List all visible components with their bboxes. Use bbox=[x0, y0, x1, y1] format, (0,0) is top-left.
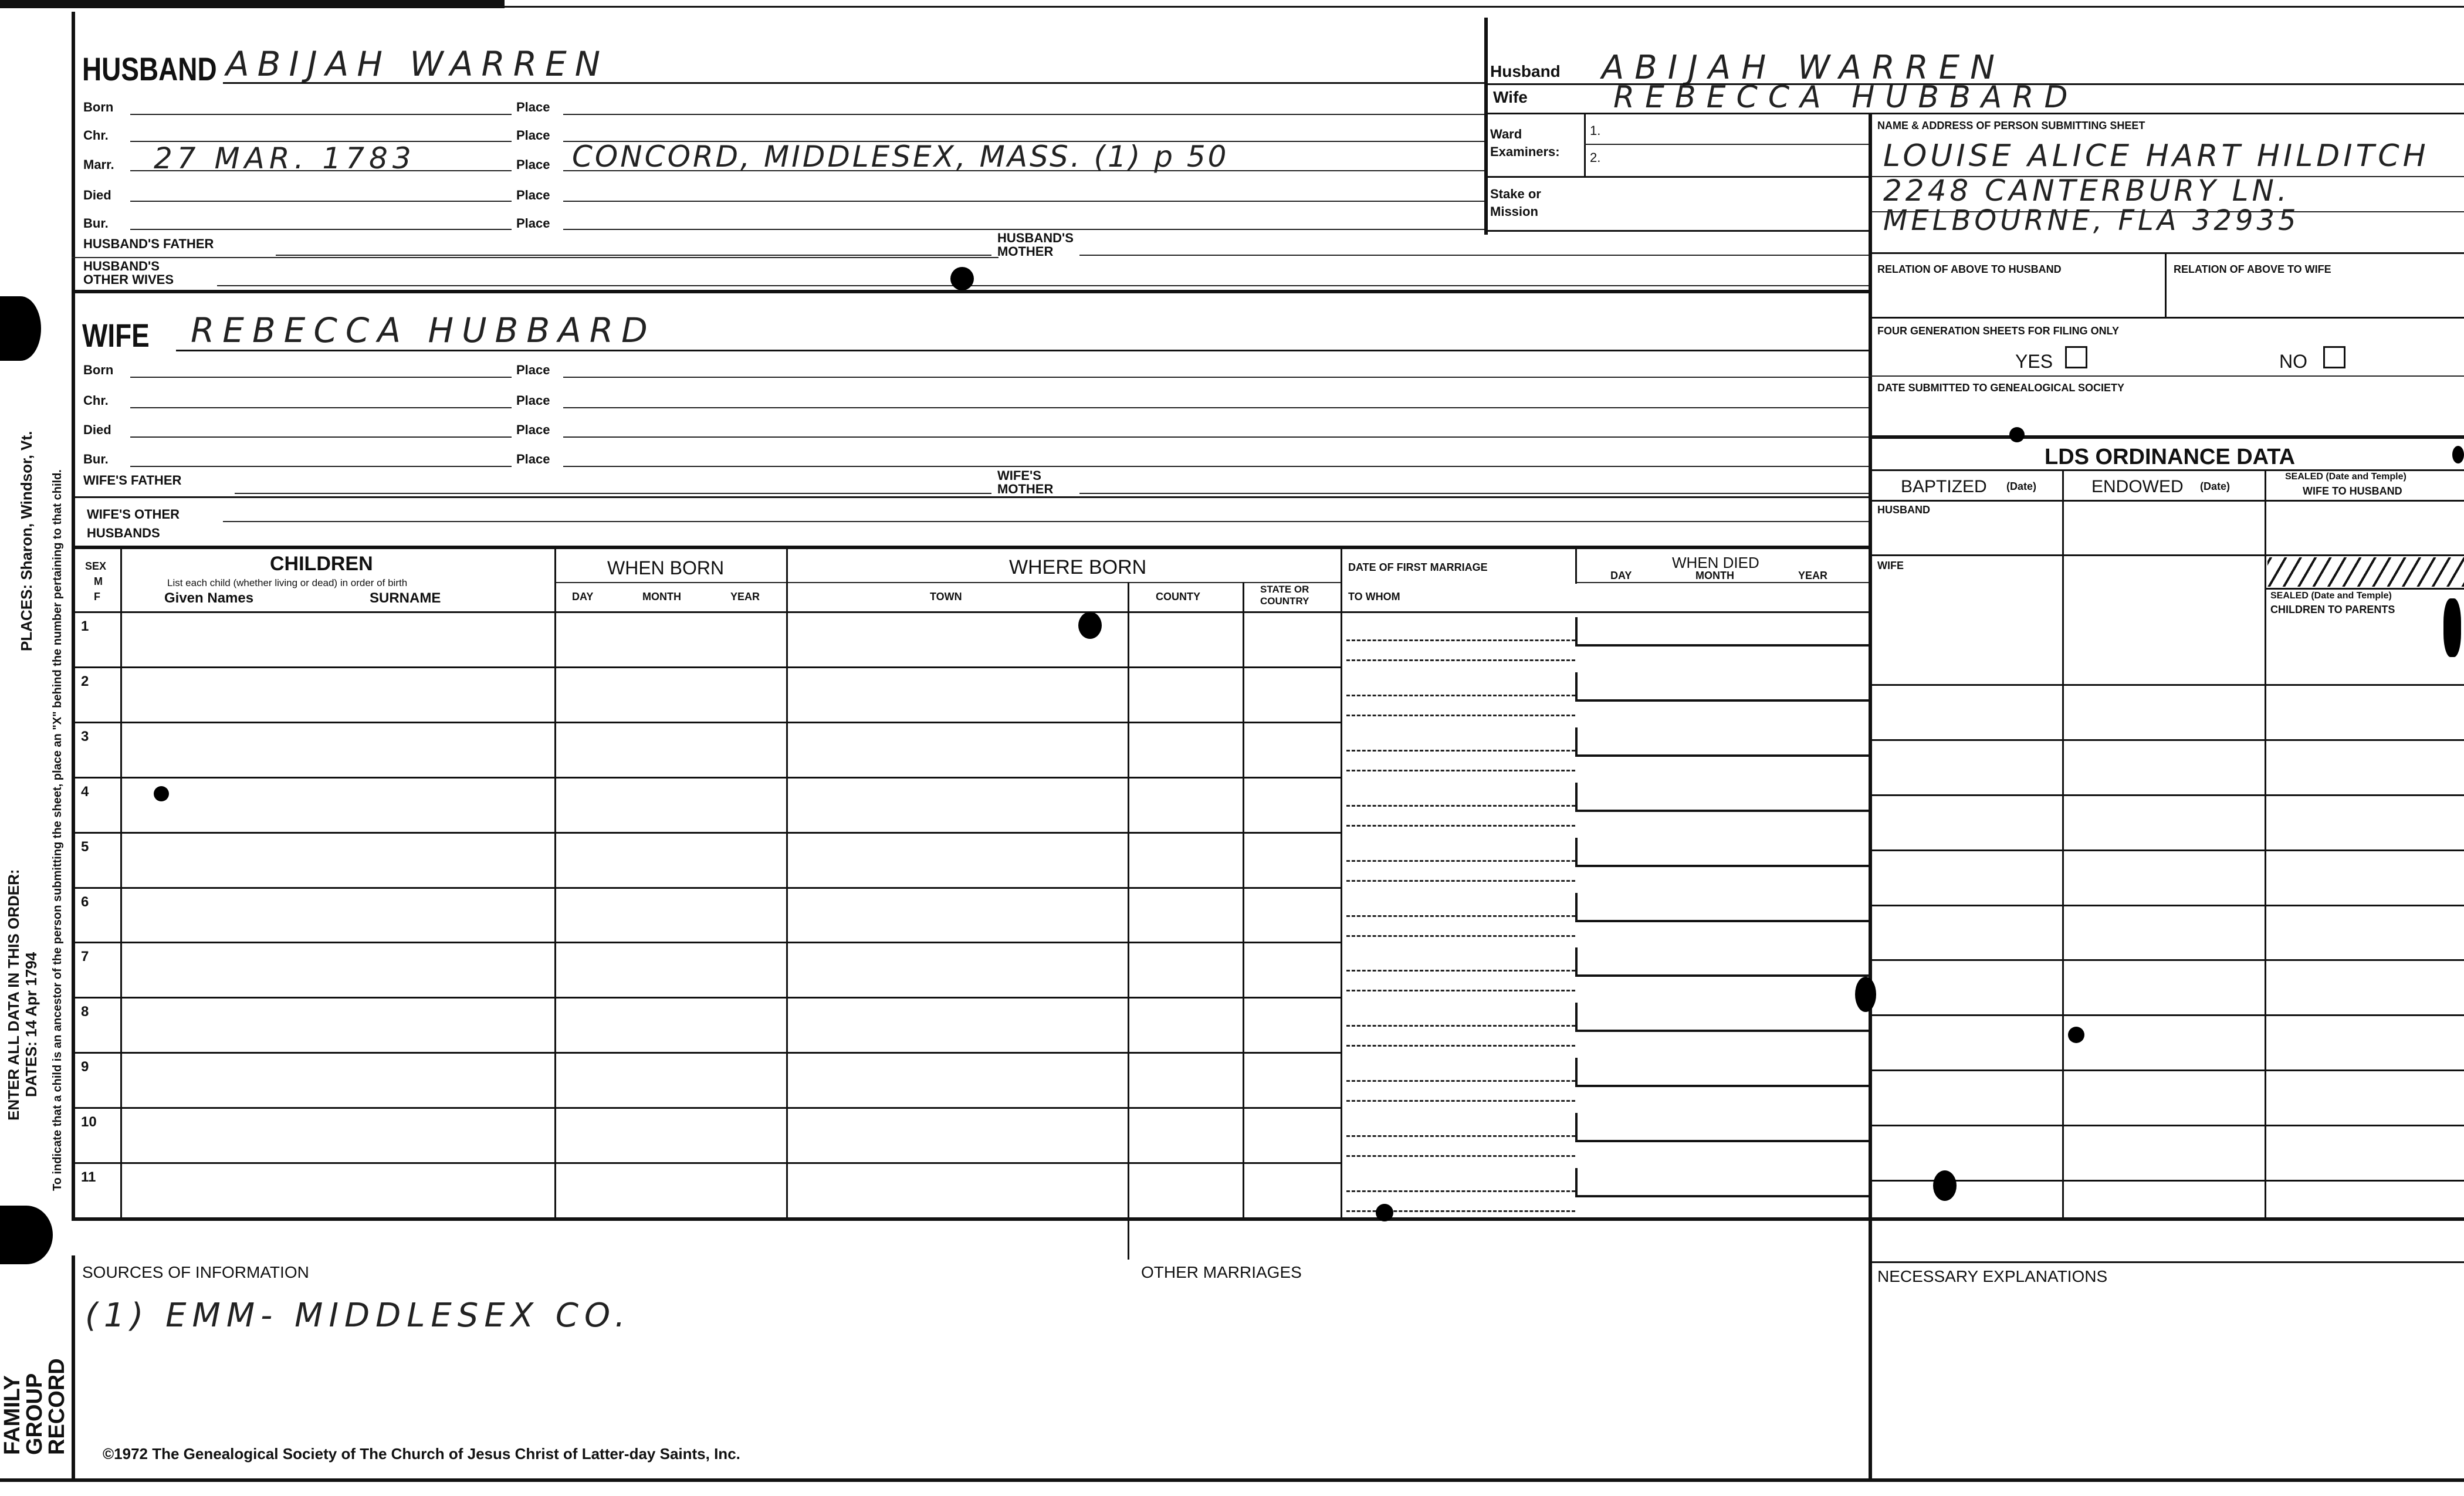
wife-died-date-line[interactable] bbox=[130, 436, 512, 438]
lds-col-1 bbox=[2062, 469, 2064, 1220]
necessary-label: NECESSARY EXPLANATIONS bbox=[1877, 1267, 2108, 1285]
wife-chr-label: Chr. bbox=[83, 393, 109, 408]
lds-row-divider bbox=[1869, 1180, 2464, 1182]
husband-died-place-label: Place bbox=[516, 188, 550, 202]
examiner-1[interactable]: 1. bbox=[1590, 123, 1601, 138]
submitter-label: NAME & ADDRESS OF PERSON SUBMITTING SHEET bbox=[1877, 120, 2145, 131]
husband-died-date-line[interactable] bbox=[130, 201, 512, 202]
lds-sealed-children-1: SEALED (Date and Temple) bbox=[2270, 591, 2392, 601]
lds-sealed-children-2: CHILDREN TO PARENTS bbox=[2270, 604, 2395, 615]
ink-blot bbox=[2443, 598, 2461, 657]
husbands-other-wives-line[interactable] bbox=[217, 285, 1871, 286]
relation-bottom-line bbox=[1869, 317, 2464, 319]
marriage-date-line[interactable] bbox=[1346, 970, 1575, 972]
stake-label-1: Stake or bbox=[1490, 187, 1541, 201]
state-label-1: STATE OR bbox=[1260, 584, 1309, 595]
marriage-date-line[interactable] bbox=[1346, 695, 1575, 696]
child-row-number: 11 bbox=[81, 1169, 96, 1186]
no-checkbox[interactable] bbox=[2323, 346, 2345, 368]
stake-bottom-line bbox=[1484, 230, 1871, 232]
child-row-number: 5 bbox=[81, 838, 89, 855]
ink-blot bbox=[2068, 1027, 2084, 1043]
submitter-line-1[interactable]: LOUISE ALICE HART HILDITCH bbox=[1883, 138, 2429, 174]
sex-label: SEX bbox=[85, 560, 107, 572]
date-submitted-label: DATE SUBMITTED TO GENEALOGICAL SOCIETY bbox=[1877, 382, 2125, 394]
lds-header-bottom bbox=[1869, 500, 2464, 502]
ink-blot bbox=[1855, 977, 1876, 1012]
wifes-father-label: WIFE'S FATHER bbox=[83, 473, 182, 488]
wifes-mother-label-2: MOTHER bbox=[997, 482, 1054, 496]
child-row-divider bbox=[72, 942, 1342, 943]
marriage-spouse-line[interactable] bbox=[1346, 659, 1575, 661]
lds-row-divider bbox=[1869, 684, 2464, 686]
lds-wife-label: WIFE bbox=[1877, 560, 1904, 571]
death-date-box[interactable] bbox=[1575, 672, 1871, 702]
child-row-number: 3 bbox=[81, 728, 89, 744]
child-row-divider bbox=[72, 1162, 1342, 1164]
examiners-bottom-line bbox=[1484, 176, 1871, 178]
wife-bur-date-line[interactable] bbox=[130, 466, 512, 467]
relation-wife-label: RELATION OF ABOVE TO WIFE bbox=[2174, 263, 2331, 275]
wife-name-line bbox=[176, 350, 1871, 351]
when-died-sub-line bbox=[1575, 582, 1869, 583]
wifes-other-husbands-label-1: WIFE'S OTHER bbox=[87, 507, 180, 522]
child-row-number: 2 bbox=[81, 673, 89, 689]
submitter-line-2[interactable]: 2248 CANTERBURY LN. bbox=[1883, 174, 2290, 208]
husbands-other-wives-label-1: HUSBAND'S bbox=[83, 259, 160, 273]
lds-endowed-date: (Date) bbox=[2200, 480, 2231, 492]
header-husband-value[interactable]: ABIJAH WARREN bbox=[1602, 49, 2005, 87]
child-row-divider bbox=[72, 777, 1342, 779]
marriage-date-line[interactable] bbox=[1346, 1080, 1575, 1082]
examiners-divider bbox=[1584, 114, 1586, 176]
husband-title: HUSBAND bbox=[82, 50, 217, 87]
wife-born-date-line[interactable] bbox=[130, 377, 512, 378]
lds-row-divider bbox=[1869, 1014, 2464, 1016]
where-born-label: WHERE BORN bbox=[1009, 556, 1147, 578]
wife-born-place-line[interactable] bbox=[563, 377, 1871, 378]
wife-bur-place-line[interactable] bbox=[563, 466, 1871, 467]
child-row-divider bbox=[72, 722, 1342, 723]
when-died-label: WHEN DIED bbox=[1672, 554, 1759, 571]
top-border-right bbox=[505, 6, 2464, 8]
marriage-spouse-line[interactable] bbox=[1346, 990, 1575, 991]
marriage-date-line[interactable] bbox=[1346, 1190, 1575, 1192]
lds-row-divider bbox=[1869, 794, 2464, 796]
left-margin-line-lower bbox=[72, 1255, 75, 1478]
header-husband-label: Husband bbox=[1490, 62, 1561, 80]
death-date-box[interactable] bbox=[1575, 1003, 1871, 1032]
husband-bur-date-line[interactable] bbox=[130, 229, 512, 230]
died-day-label: DAY bbox=[1610, 570, 1632, 581]
husband-bur-place-label: Place bbox=[516, 216, 550, 231]
to-whom-label: TO WHOM bbox=[1348, 591, 1400, 603]
wifes-mother-label-1: WIFE'S bbox=[997, 468, 1041, 483]
examiner-2[interactable]: 2. bbox=[1590, 150, 1601, 165]
sidebar-enter-all: ENTER ALL DATA IN THIS ORDER: bbox=[5, 869, 22, 1121]
husband-father-divider bbox=[72, 257, 999, 258]
ink-blot bbox=[2009, 427, 2025, 442]
sources-value[interactable]: (1) EMM- MIDDLESEX CO. bbox=[85, 1297, 631, 1335]
top-border bbox=[0, 0, 505, 8]
husband-born-date-line[interactable] bbox=[130, 114, 512, 115]
col-when-born bbox=[786, 546, 788, 1217]
wife-title: WIFE bbox=[82, 317, 150, 354]
marriage-date-line[interactable] bbox=[1346, 805, 1575, 807]
husband-died-place-line[interactable] bbox=[563, 201, 1484, 202]
husband-marr-place-line bbox=[563, 170, 1484, 171]
child-row-divider bbox=[72, 666, 1342, 668]
left-margin-line bbox=[72, 12, 75, 1220]
where-born-sub-line bbox=[786, 582, 1341, 583]
child-row-number: 7 bbox=[81, 949, 89, 965]
child-row-number: 4 bbox=[81, 783, 89, 800]
child-row-number: 1 bbox=[81, 618, 89, 634]
husband-marr-place-label: Place bbox=[516, 157, 550, 172]
lds-title: LDS ORDINANCE DATA bbox=[2045, 445, 2296, 469]
yes-label: YES bbox=[2015, 351, 2053, 372]
husbands-mother-line[interactable] bbox=[1079, 255, 1871, 256]
lds-title-bottom bbox=[1869, 469, 2464, 471]
ink-blot bbox=[950, 267, 974, 290]
marriage-spouse-line[interactable] bbox=[1346, 770, 1575, 771]
marriage-date-line[interactable] bbox=[1346, 1025, 1575, 1027]
children-header-bottom bbox=[72, 611, 1871, 613]
bottom-border bbox=[0, 1478, 2464, 1482]
lds-husband-bottom bbox=[1869, 554, 2464, 556]
husbands-other-wives-label-2: OTHER WIVES bbox=[83, 272, 174, 287]
wife-chr-place-label: Place bbox=[516, 393, 550, 408]
wife-bur-label: Bur. bbox=[83, 452, 109, 466]
husband-born-label: Born bbox=[83, 100, 114, 114]
ink-blot bbox=[0, 1206, 53, 1264]
marriage-spouse-line[interactable] bbox=[1346, 715, 1575, 716]
lds-sealed-wife-1: SEALED (Date and Temple) bbox=[2285, 472, 2407, 482]
sidebar-dates: DATES: 14 Apr 1794 bbox=[22, 952, 40, 1097]
wifes-mother-line[interactable] bbox=[1079, 493, 1871, 494]
husband-section-bottom bbox=[72, 290, 1871, 293]
husband-bur-place-line[interactable] bbox=[563, 229, 1484, 230]
when-born-label: WHEN BORN bbox=[607, 557, 725, 578]
header-wife-label: Wife bbox=[1493, 88, 1528, 106]
death-date-box[interactable] bbox=[1575, 783, 1871, 812]
lds-baptized: BAPTIZED bbox=[1901, 477, 1987, 496]
husbands-mother-label-2: MOTHER bbox=[997, 244, 1054, 259]
first-marriage-label: DATE OF FIRST MARRIAGE bbox=[1348, 561, 1488, 573]
husband-marr-date[interactable]: 27 MAR. 1783 bbox=[154, 141, 416, 175]
sidebar-instruction: To indicate that a child is an ancestor of the person submitting the sheet, place an "X" behind the number pertaining to that child. bbox=[51, 469, 64, 1191]
death-date-box[interactable] bbox=[1575, 838, 1871, 867]
lds-row-bottom bbox=[1869, 1261, 2464, 1263]
children-sub: List each child (whether living or dead) in order of birth bbox=[167, 577, 408, 588]
death-date-box[interactable] bbox=[1575, 727, 1871, 757]
relation-divider bbox=[2165, 252, 2167, 317]
child-row-number: 9 bbox=[81, 1059, 89, 1075]
husband-chr-label: Chr. bbox=[83, 128, 109, 143]
lds-col-2 bbox=[2265, 469, 2266, 1220]
marriage-spouse-line[interactable] bbox=[1346, 1100, 1575, 1102]
relation-husband-label: RELATION OF ABOVE TO HUSBAND bbox=[1877, 263, 2062, 275]
death-date-box[interactable] bbox=[1575, 893, 1871, 922]
sidebar-places: PLACES: Sharon, Windsor, Vt. bbox=[18, 431, 35, 651]
when-born-sub-line bbox=[554, 582, 786, 583]
death-date-box[interactable] bbox=[1575, 1058, 1871, 1087]
child-row-divider bbox=[72, 1107, 1342, 1109]
lds-row-divider bbox=[1869, 849, 2464, 851]
lds-baptized-date: (Date) bbox=[2006, 480, 2037, 492]
death-date-box[interactable] bbox=[1575, 617, 1871, 647]
wifes-other-husbands-line[interactable] bbox=[223, 521, 1871, 522]
wife-section-bottom bbox=[72, 546, 1871, 549]
yes-checkbox[interactable] bbox=[2065, 346, 2087, 368]
sidebar-record: RECORD bbox=[45, 1358, 69, 1455]
born-month-label: MONTH bbox=[642, 591, 681, 603]
ward-label: Ward bbox=[1490, 127, 1522, 141]
died-year-label: YEAR bbox=[1798, 570, 1828, 581]
sidebar-group: GROUP bbox=[22, 1373, 47, 1455]
marriage-spouse-line[interactable] bbox=[1346, 880, 1575, 882]
marriage-spouse-line[interactable] bbox=[1346, 1155, 1575, 1157]
children-table-bottom bbox=[72, 1217, 2464, 1221]
marriage-date-line[interactable] bbox=[1346, 1135, 1575, 1137]
child-row-divider bbox=[72, 997, 1342, 999]
husbands-mother-label-1: HUSBAND'S bbox=[997, 231, 1074, 245]
four-gen-label: FOUR GENERATION SHEETS FOR FILING ONLY bbox=[1877, 325, 2120, 337]
death-date-box[interactable] bbox=[1575, 1168, 1871, 1197]
date-submitted-bottom-line bbox=[1869, 435, 2464, 439]
other-marriages-label: OTHER MARRIAGES bbox=[1141, 1263, 1302, 1281]
header-wife-line bbox=[1484, 113, 2464, 114]
ink-blot bbox=[0, 296, 41, 361]
wife-died-place-line[interactable] bbox=[563, 436, 1871, 438]
col-town bbox=[1128, 582, 1129, 1260]
copyright: ©1972 The Genealogical Society of The Church of Jesus Christ of Latter-day Saints, Inc. bbox=[103, 1445, 740, 1463]
marriage-date-line[interactable] bbox=[1346, 750, 1575, 752]
wifes-other-husbands-label-2: HUSBANDS bbox=[87, 526, 160, 540]
sidebar-family: FAMILY bbox=[0, 1375, 25, 1455]
lds-hatch bbox=[2267, 557, 2464, 587]
wife-born-place-label: Place bbox=[516, 363, 550, 377]
death-date-box[interactable] bbox=[1575, 1113, 1871, 1142]
given-names-label: Given Names bbox=[164, 590, 254, 606]
lds-sealed-wife-2: WIFE TO HUSBAND bbox=[2303, 485, 2402, 497]
child-row-number: 6 bbox=[81, 893, 89, 910]
wife-father-divider bbox=[72, 496, 1871, 498]
child-row-divider bbox=[72, 1052, 1342, 1054]
four-gen-bottom-line bbox=[1869, 375, 2464, 377]
child-row-divider bbox=[72, 832, 1342, 834]
marriage-date-line[interactable] bbox=[1346, 860, 1575, 862]
child-row-number: 8 bbox=[81, 1004, 89, 1020]
wife-born-label: Born bbox=[83, 363, 114, 377]
husband-name-line bbox=[223, 82, 1484, 84]
husband-bur-label: Bur. bbox=[83, 216, 109, 231]
child-row-divider bbox=[72, 887, 1342, 889]
children-label: CHILDREN bbox=[270, 553, 373, 575]
ink-blot bbox=[1933, 1170, 1957, 1201]
born-day-label: DAY bbox=[572, 591, 594, 603]
marriage-spouse-line[interactable] bbox=[1346, 935, 1575, 937]
lds-row-divider bbox=[1869, 905, 2464, 906]
state-label-2: COUNTRY bbox=[1260, 595, 1309, 607]
lds-endowed: ENDOWED bbox=[2091, 477, 2184, 496]
wife-bur-place-label: Place bbox=[516, 452, 550, 466]
husband-marr-place[interactable]: CONCORD, MIDDLESEX, MASS. (1) p 50 bbox=[572, 140, 1229, 174]
death-date-box[interactable] bbox=[1575, 947, 1871, 977]
surname-label: SURNAME bbox=[370, 590, 441, 606]
wife-died-place-label: Place bbox=[516, 422, 550, 437]
husband-name[interactable]: ABIJAH WARREN bbox=[226, 44, 609, 84]
col-county bbox=[1243, 582, 1244, 1217]
lds-husband-label: HUSBAND bbox=[1877, 504, 1930, 516]
col-marriage bbox=[1575, 546, 1577, 584]
born-year-label: YEAR bbox=[730, 591, 760, 603]
sex-f-label: F bbox=[94, 591, 100, 603]
county-label: COUNTY bbox=[1156, 591, 1200, 603]
ink-blot bbox=[154, 786, 169, 801]
sex-m-label: M bbox=[94, 576, 103, 587]
marriage-date-line[interactable] bbox=[1346, 639, 1575, 641]
died-month-label: MONTH bbox=[1695, 570, 1734, 581]
col-sex bbox=[120, 546, 122, 1217]
col-children bbox=[554, 546, 556, 1217]
examiners-label: Examiners: bbox=[1490, 144, 1560, 159]
right-header-divider bbox=[1484, 18, 1488, 235]
wife-chr-date-line[interactable] bbox=[130, 407, 512, 408]
header-wife-value[interactable]: REBECCA HUBBARD bbox=[1613, 80, 2079, 115]
wife-name[interactable]: REBECCA HUBBARD bbox=[191, 310, 656, 350]
lds-hatch-bottom bbox=[2265, 588, 2464, 590]
ink-blot bbox=[1376, 1204, 1393, 1221]
no-label: NO bbox=[2279, 351, 2307, 372]
child-row-number: 10 bbox=[81, 1114, 97, 1131]
husband-born-place-line[interactable] bbox=[563, 114, 1484, 115]
lds-row-divider bbox=[1869, 739, 2464, 741]
ink-blot bbox=[2452, 446, 2464, 463]
husband-died-label: Died bbox=[83, 188, 111, 202]
town-label: TOWN bbox=[930, 591, 962, 603]
marriage-date-line[interactable] bbox=[1346, 915, 1575, 917]
husbands-father-label: HUSBAND'S FATHER bbox=[83, 236, 214, 251]
husband-chr-place-label: Place bbox=[516, 128, 550, 143]
wifes-father-line[interactable] bbox=[235, 493, 991, 494]
wife-died-label: Died bbox=[83, 422, 111, 437]
sources-label: SOURCES OF INFORMATION bbox=[82, 1263, 309, 1281]
marriage-spouse-line[interactable] bbox=[1346, 825, 1575, 827]
wife-chr-place-line[interactable] bbox=[563, 407, 1871, 408]
marriage-spouse-line[interactable] bbox=[1346, 1045, 1575, 1047]
submitter-line-3[interactable]: MELBOURNE, FLA 32935 bbox=[1883, 204, 2300, 237]
husband-born-place-label: Place bbox=[516, 100, 550, 114]
husband-marr-label: Marr. bbox=[83, 157, 114, 172]
lds-row-divider bbox=[1869, 1069, 2464, 1071]
ink-blot bbox=[1078, 612, 1102, 639]
husband-marr-date-line bbox=[130, 170, 512, 171]
lds-row-divider bbox=[1869, 1125, 2464, 1126]
stake-label-2: Mission bbox=[1490, 204, 1538, 219]
husbands-father-line[interactable] bbox=[276, 255, 991, 256]
col-state bbox=[1341, 546, 1342, 1217]
examiner-1-line bbox=[1584, 144, 1871, 145]
lds-row-divider bbox=[1869, 959, 2464, 961]
